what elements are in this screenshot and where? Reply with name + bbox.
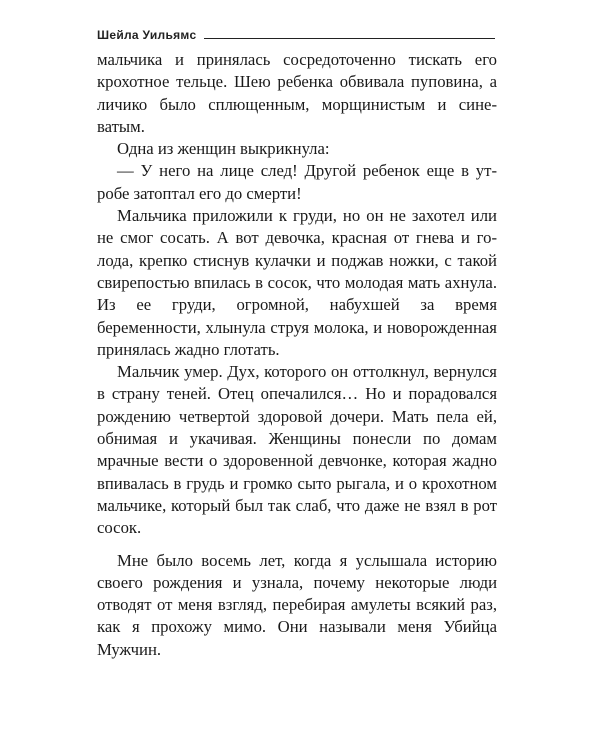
header-author: Шейла Уильямс xyxy=(97,28,197,42)
paragraph-3: — У него на лице след! Другой ребенок еще в утробе затоптал его до смерти! xyxy=(97,161,497,203)
header-rule xyxy=(204,38,495,39)
paragraph-2: Одна из женщин выкрикнула: xyxy=(117,139,330,159)
paragraph-4: Мальчика приложили к груди, но он не захотел или не смог сосать. А вот девочка, красная от гнева и голода, крепко стиснув кулачки и поджав ножки, с такой свирепостью впилась в сосок, что молодая мать ахнула. Из ее груди, огромной, набухшей за время беременности, хлынула струя молока, и новорожденная принялась жадно глотать. xyxy=(97,206,497,359)
paragraph-1: мальчика и принялась сосредоточенно тискать его крохотное тельце. Шею ребенка обвивала пуповина, а личико было сплющенным, морщинистым и синеватым. xyxy=(97,50,497,136)
paragraph-6: Мне было восемь лет, когда я услышала историю своего рождения и узнала, почему некоторые люди отводят от меня взгляд, перебирая амулеты всякий раз, как я прохожу мимо. Они называли меня Убийца Мужчин. xyxy=(97,550,497,659)
paragraph-5: Мальчик умер. Дух, которого он оттолкнул, вернулся в страну теней. Отец опечалился… Но и порадовался рождению четвертой здоровой дочери. Мать пела ей, обнимая и укачивая. Женщины понесли по домам мрачные вести о здоровенной девчонке, которая жадно впивалась в грудь и громко сыто рыгала, и о крохотном мальчике, который был так слаб, что даже не взял в рот сосок. xyxy=(97,362,497,538)
body-text xyxy=(97,49,497,661)
running-header xyxy=(97,20,495,42)
